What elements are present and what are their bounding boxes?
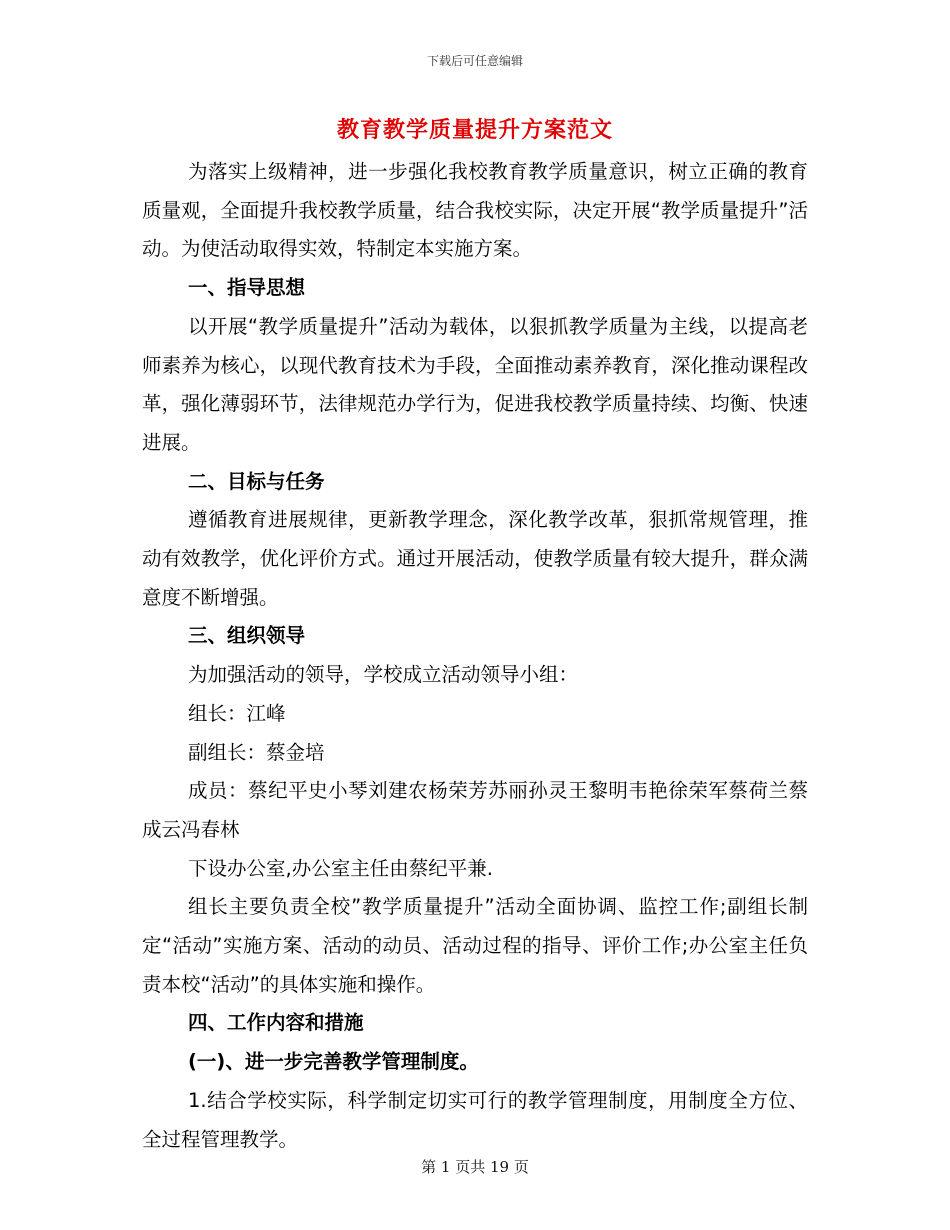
leader-line: 组长：江峰	[188, 701, 286, 725]
section-heading-2: 二、目标与任务	[188, 469, 325, 493]
section-paragraph-1: 以开展“教学质量提升”活动为载体，以狠抓教学质量为主线，以提高老师素养为核心，以现代教育技术为手段，全面推动素养教育，深化推动课程改革，强化薄弱环节，法律规范办学行为，促进我校教学质量持续、均衡、快速进展。	[142, 314, 808, 454]
page-number: 第 1 页共 19 页	[421, 1158, 529, 1176]
page-header-note: 下载后可任意编辑	[426, 54, 523, 68]
vice-leader-line: 副组长：蔡金培	[188, 740, 325, 764]
subsection-heading-4-1: (一)、进一步完善教学管理制度。	[188, 1050, 479, 1074]
section-paragraph-3: 为加强活动的领导，学校成立活动领导小组：	[188, 663, 579, 687]
list-item-1: 1.结合学校实际，科学制定切实可行的教学管理制度，用制度全方位、全过程管理教学。	[142, 1088, 808, 1151]
document-title: 教育教学质量提升方案范文	[336, 117, 613, 143]
section-heading-3: 三、组织领导	[188, 624, 306, 648]
section-paragraph-2: 遵循教育进展规律，更新教学理念，深化教学改革，狠抓常规管理，推动有效教学，优化评价方式。通过开展活动，使教学质量有较大提升，群众满意度不断增强。	[142, 508, 808, 609]
document-body	[142, 153, 808, 1159]
section-heading-1: 一、指导思想	[188, 276, 306, 300]
duties-paragraph: 组长主要负责全校”教学质量提升”活动全面协调、监控工作;副组长制定“活动”实施方案、活动的动员、活动过程的指导、评价工作;办公室主任负责本校“活动”的具体实施和操作。	[142, 895, 808, 996]
intro-paragraph: 为落实上级精神，进一步强化我校教育教学质量意识，树立正确的教育质量观，全面提升我校教学质量，结合我校实际，决定开展“教学质量提升”活动。为使活动取得实效，特制定本实施方案。	[142, 160, 808, 261]
section-heading-4: 四、工作内容和措施	[188, 1011, 364, 1035]
members-line: 成员：蔡纪平史小琴刘建农杨荣芳苏丽孙灵王黎明韦艳徐荣军蔡荷兰蔡成云冯春林	[142, 779, 808, 841]
office-line: 下设办公室,办公室主任由蔡纪平兼.	[188, 856, 493, 880]
